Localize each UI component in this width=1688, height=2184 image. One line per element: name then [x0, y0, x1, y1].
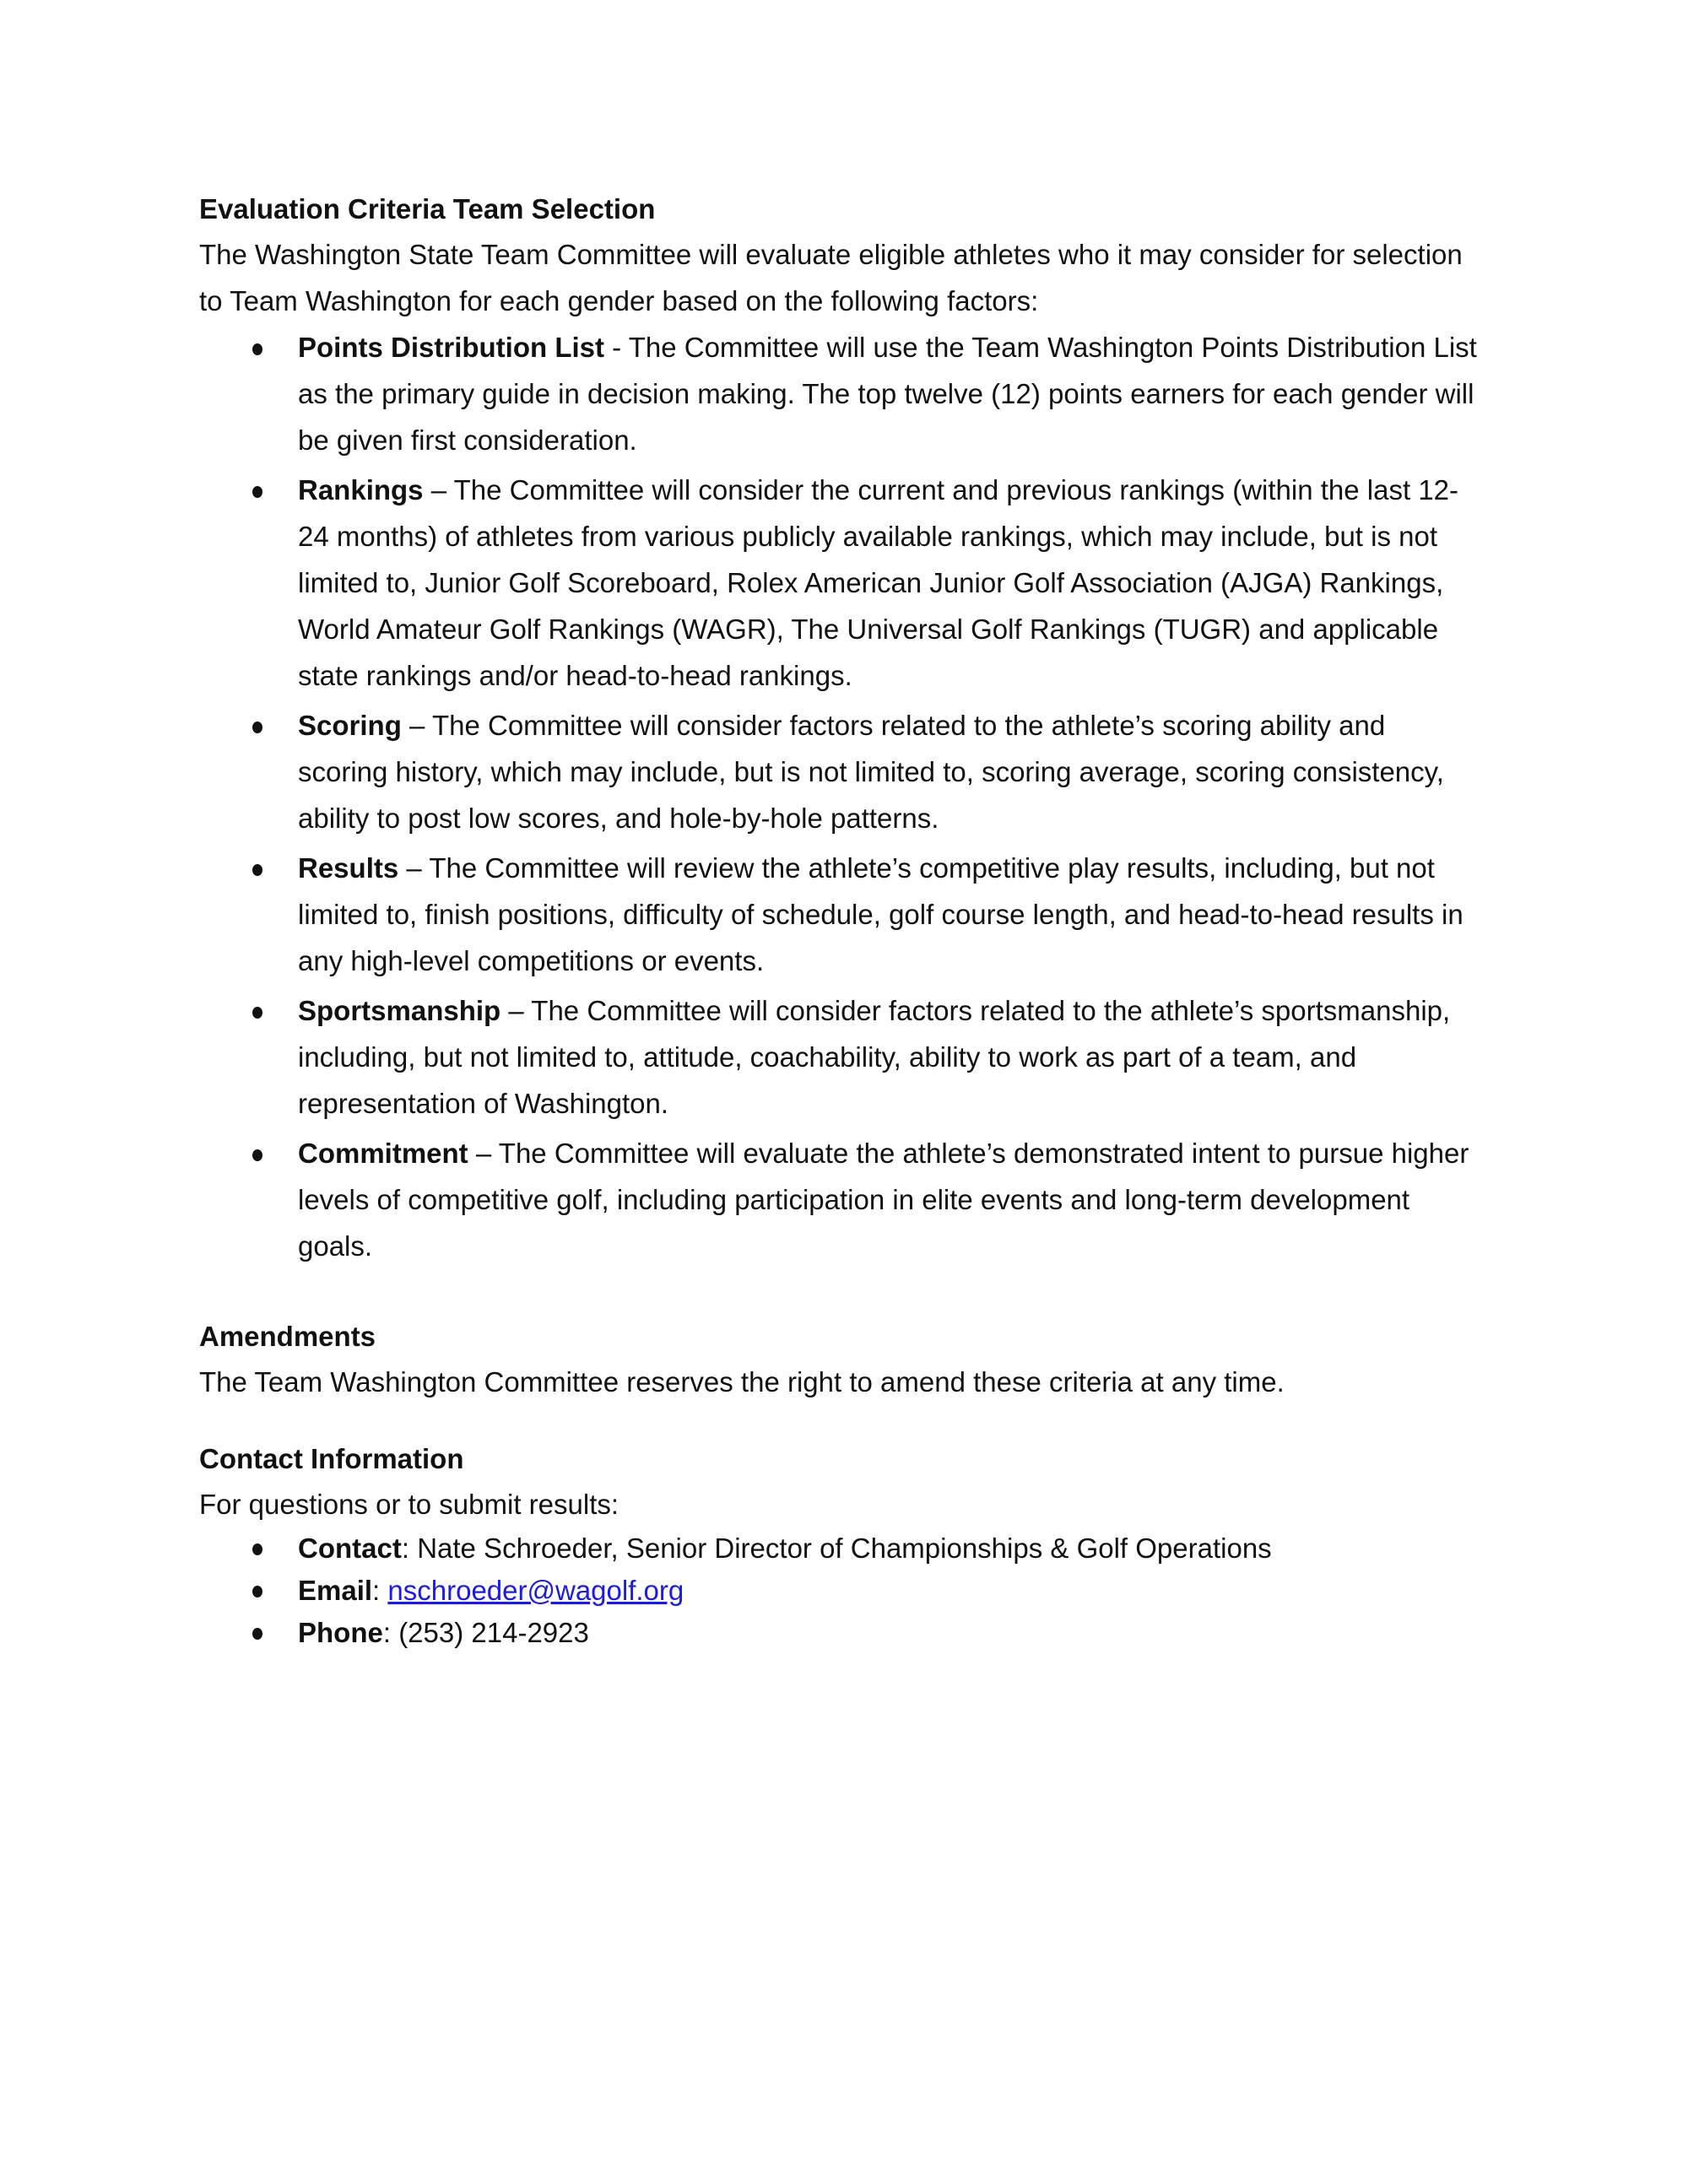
criteria-separator: –	[423, 474, 454, 505]
criteria-text: The Committee will use the Team Washington Points Distribution List as the primary guide in decision making. The top twelve (12) points earners for each gender will be given first consideration.	[298, 332, 1477, 456]
criteria-text: The Committee will review the athlete’s competitive play results, including, but not limited to, finish positions, difficulty of schedule, golf course length, and head-to-head results in any high-level competitions or events.	[298, 852, 1463, 976]
contact-value: Nate Schroeder, Senior Director of Championships & Golf Operations	[417, 1533, 1272, 1564]
phone-separator: :	[382, 1617, 399, 1648]
criteria-term: Sportsmanship	[298, 995, 501, 1026]
amendments-text: The Team Washington Committee reserves the right to amend these criteria at any time.	[199, 1366, 1285, 1397]
criteria-text: The Committee will consider factors related to the athlete’s sportsmanship, including, but not limited to, attitude, coachability, ability to work as part of a team, and representation of Washington.	[298, 995, 1451, 1119]
criteria-separator: –	[398, 852, 430, 884]
bullet-icon	[252, 722, 262, 733]
criteria-term: Commitment	[298, 1138, 468, 1169]
spacer	[199, 1273, 1482, 1315]
contact-heading: Contact Information	[199, 1443, 464, 1474]
criteria-item-commitment	[199, 1130, 1482, 1269]
email-separator: :	[372, 1575, 388, 1606]
evaluation-heading: Evaluation Criteria Team Selection	[199, 193, 656, 224]
evaluation-section	[199, 187, 1482, 1269]
criteria-text: The Committee will consider factors related to the athlete’s scoring ability and scoring history, which may include, but is not limited to, scoring average, scoring consistency, ability to post low scores, and hole-by-hole patterns.	[298, 710, 1444, 834]
criteria-separator: –	[401, 710, 432, 741]
spacer	[199, 1405, 1482, 1437]
evaluation-intro: The Washington State Team Committee will evaluate eligible athletes who it may consider for selection to Team Washington for each gender based on the following factors:	[199, 239, 1463, 316]
contact-item-phone	[199, 1612, 1482, 1654]
contact-section	[199, 1437, 1482, 1654]
criteria-item-sportsmanship	[199, 987, 1482, 1127]
criteria-separator: -	[603, 332, 629, 363]
criteria-text: The Committee will evaluate the athlete’s demonstrated intent to pursue higher levels of competitive golf, including participation in elite events and long-term development goals.	[298, 1138, 1469, 1262]
amendments-heading: Amendments	[199, 1321, 376, 1352]
bullet-icon	[252, 864, 262, 876]
criteria-separator: –	[468, 1138, 499, 1169]
criteria-term: Results	[298, 852, 399, 884]
bullet-icon	[252, 1007, 262, 1019]
criteria-item-points	[199, 324, 1482, 463]
bullet-icon	[252, 1586, 262, 1597]
criteria-term: Scoring	[298, 710, 402, 741]
bullet-icon	[252, 1628, 262, 1640]
criteria-text: The Committee will consider the current and previous rankings (within the last 12-24 months) of athletes from various publicly available rankings, which may include, but is not limited to, Junior Golf Scoreboard, Rolex American Junior Golf Association (AJGA) Rankings, World Amateur Golf Rankings (WAGR), The Universal Golf Rankings (TUGR) and applicable state rankings and/or head-to-head rankings.	[298, 474, 1459, 691]
contact-item-email	[199, 1570, 1482, 1612]
criteria-term: Points Distribution List	[298, 332, 604, 363]
contact-label: Contact	[298, 1533, 402, 1564]
email-label: Email	[298, 1575, 373, 1606]
criteria-item-results	[199, 845, 1482, 984]
criteria-separator: –	[500, 995, 532, 1026]
bullet-icon	[252, 486, 262, 498]
phone-label: Phone	[298, 1617, 383, 1648]
phone-value: (253) 214-2923	[398, 1617, 589, 1648]
criteria-term: Rankings	[298, 474, 424, 505]
email-link[interactable]: nschroeder@wagolf.org	[387, 1575, 684, 1606]
criteria-item-rankings	[199, 467, 1482, 699]
criteria-item-scoring	[199, 702, 1482, 841]
bullet-icon	[252, 343, 262, 355]
bullet-icon	[252, 1543, 262, 1555]
bullet-icon	[252, 1149, 262, 1161]
criteria-list	[199, 324, 1482, 1269]
contact-list	[199, 1527, 1482, 1654]
contact-intro: For questions or to submit results:	[199, 1489, 619, 1520]
contact-separator: :	[401, 1533, 418, 1564]
contact-item-name	[199, 1527, 1482, 1570]
document-page	[199, 187, 1482, 1654]
amendments-section	[199, 1315, 1482, 1405]
